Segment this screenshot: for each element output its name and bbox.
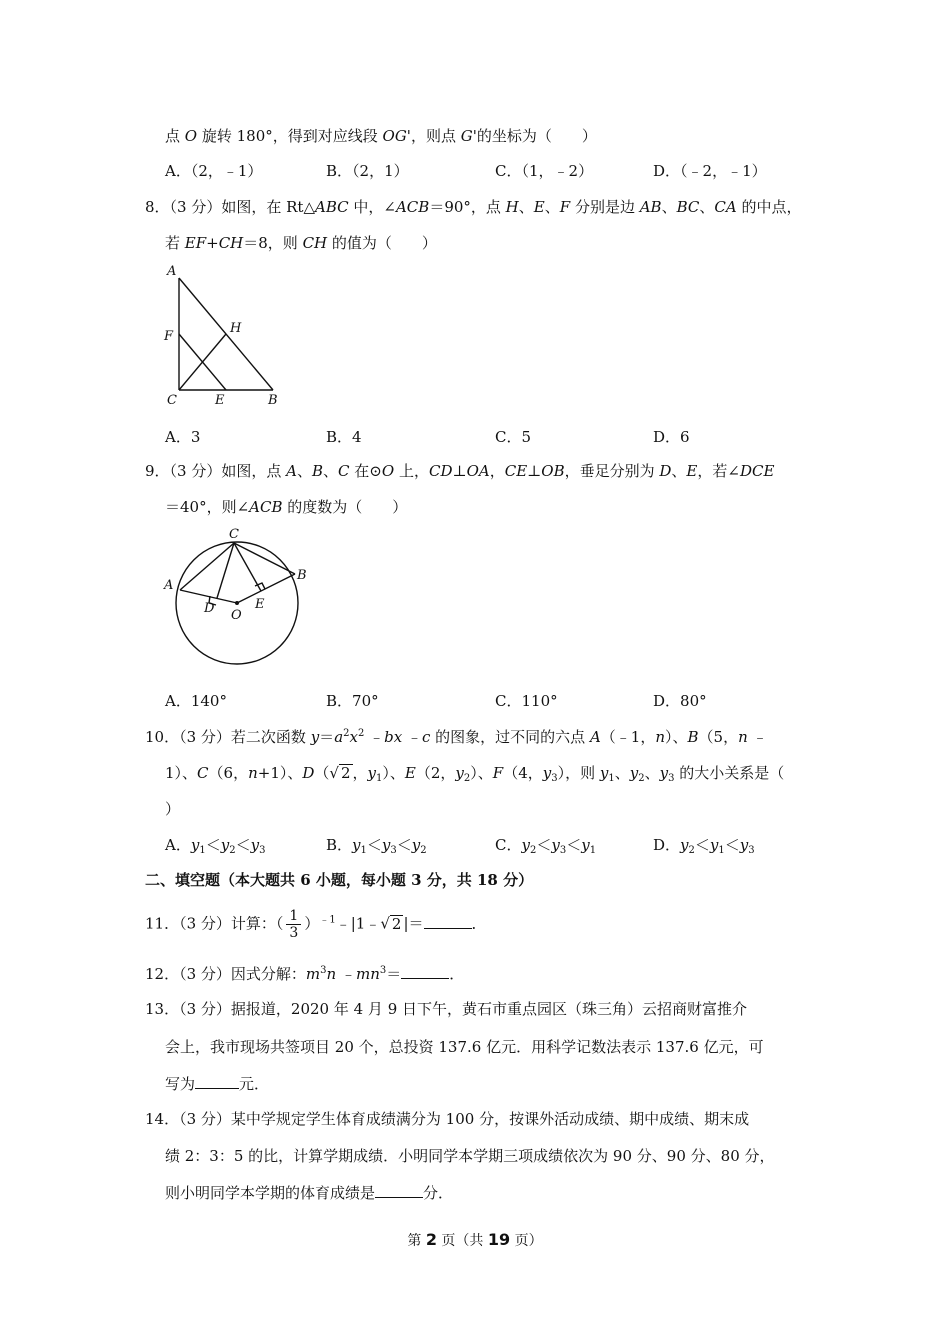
q13-stem-line3: 写为 元． (165, 1075, 270, 1093)
q8-option-c: C．5 (495, 428, 532, 446)
q7-option-b: B．（2，1） (326, 162, 409, 180)
q8-label-c: C (167, 393, 177, 408)
q9-option-a: A．140° (165, 692, 227, 710)
q10-sqrt-2: 2 (340, 764, 351, 782)
q9-stem-line1: 9．（3 分）如图，点 A、B、C 在⊙O 上，CD⊥OA，CE⊥OB，垂足分别为 D、E，若∠DCE (145, 462, 775, 480)
q10-stem-line1: 10．（3 分）若二次函数 $y=a^2x^2$ ﹣bx ﹣c 的图象，过不同的六点 A（﹣1，n）、B（5，n ﹣ (145, 728, 768, 746)
q9-stem-line2: ＝40°，则∠ACB 的度数为（ ） (165, 498, 408, 516)
q8-label-b: B (268, 393, 278, 408)
q11-fraction: $\frac{1}{3}$ (286, 908, 301, 941)
page-total: 19 (487, 1230, 511, 1249)
q9-center-dot (235, 601, 239, 605)
q8-stem-line2: 若 EF+CH＝8，则 CH 的值为（ ） (165, 234, 437, 252)
q8-triangle-figure (155, 258, 295, 413)
q10-option-b: B．$y_1<y_3<y_2$ (326, 836, 427, 856)
q14-stem-line3: 则小明同学本学期的体育成绩是 分． (165, 1184, 454, 1202)
q9-option-c: C．110° (495, 692, 558, 710)
q8-option-b: B．4 (326, 428, 362, 446)
q9-circle-figure (158, 522, 318, 670)
q13-stem-line1: 13．（3 分）据报道，2020 年 4 月 9 日下午，黄石市重点园区（珠三角）云招商财富推介 (145, 1000, 748, 1018)
section-heading-fill-blank: 二、填空题（本大题共 6 小题，每小题 3 分，共 18 分） (145, 871, 534, 889)
q14-answer-blank (375, 1185, 423, 1198)
q8-label-e: E (215, 393, 225, 408)
q7-stem-cont: 点 O 旋转 180°，得到对应线段 OG'，则点 G'的坐标为（ ） (165, 127, 597, 145)
q13-answer-blank (195, 1076, 239, 1089)
q9-option-b: B．70° (326, 692, 379, 710)
page-footer: 第 2 页（共 19 页） (407, 1230, 543, 1249)
q10-option-d: D．$y_2<y_1<y_3$ (653, 836, 755, 856)
q8-stem-line1: 8．（3 分）如图，在 Rt△ABC 中，∠ACB＝90°，点 H、E、F 分别是边 AB、BC、CA 的中点， (145, 198, 802, 216)
q9-segment-ob (237, 574, 295, 603)
q11-answer-blank (424, 916, 472, 929)
q8-option-d: D．6 (653, 428, 690, 446)
q9-label-e: E (255, 597, 265, 612)
q11-sqrt-2: 2 (391, 914, 402, 933)
q9-label-a: A (164, 578, 174, 593)
q8-label-f: F (164, 329, 174, 344)
q9-label-b: B (297, 568, 307, 583)
q9-option-d: D．80° (653, 692, 707, 710)
q12-stem: 12．（3 分）因式分解：$m^3n$ $﹣mn^3=$ ． (145, 965, 465, 983)
q8-label-h: H (230, 321, 242, 336)
q10-stem-line3: ） (165, 800, 181, 818)
q14-stem-line2: 绩 2：3：5 的比，计算学期成绩．小明同学本学期三项成绩依次为 90 分、90 分、80 分， (165, 1147, 775, 1165)
q8-option-a: A．3 (165, 428, 201, 446)
q10-option-c: C．$y_2<y_3<y_1$ (495, 836, 597, 856)
q11-stem: 11．（3 分）计算：（ $\frac{1}{3}$ ）$^{﹣1}$﹣|1﹣√ 2 |＝ ． (145, 908, 487, 941)
q13-stem-line2: 会上，我市现场共签项目 20 个，总投资 137.6 亿元．用科学记数法表示 137.6 亿元，可 (165, 1038, 764, 1056)
q12-answer-blank (401, 966, 449, 979)
q10-stem-line2: 1）、C（6，n+1）、D（√ 2 ，$y_1$）、E（2，$y_2$）、F（4，$y_3$），则 $y_1$、$y_2$、$y_3$ 的大小关系是（ (165, 764, 785, 784)
q14-stem-line1: 14．（3 分）某中学规定学生体育成绩满分为 100 分，按课外活动成绩、期中成绩、期末成 (145, 1110, 750, 1128)
q9-label-c: C (229, 527, 239, 542)
q7-option-d: D．（﹣2，﹣1） (653, 162, 767, 180)
page-number: 2 (425, 1230, 437, 1249)
q7-option-a: A．（2，﹣1） (165, 162, 263, 180)
q8-label-a: A (167, 264, 177, 279)
q7-option-c: C．（1，﹣2） (495, 162, 594, 180)
q9-label-o: O (231, 608, 242, 623)
q10-option-a: A．$y_1<y_2<y_3$ (165, 836, 266, 856)
q9-label-d: D (204, 601, 215, 616)
